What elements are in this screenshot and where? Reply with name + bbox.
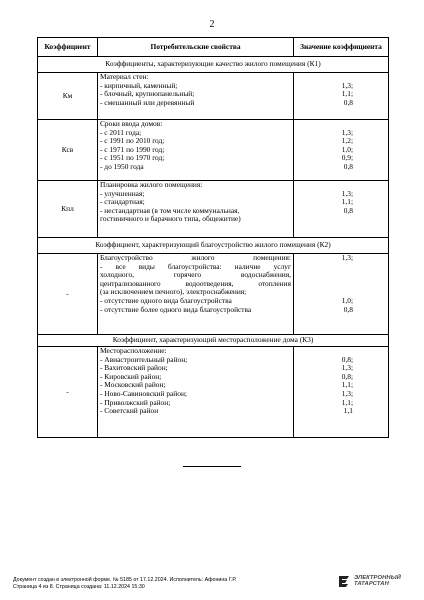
separator-line [183,466,241,467]
property-line: - все виды благоустройства: наличие услуг [100,261,291,271]
property-line: централизованного водоотведения, отопления [100,278,291,288]
value-cell [294,347,389,438]
document-footer [13,577,236,591]
property-cell [98,181,294,238]
property-line: - нестандартная (в том числе коммунальная, [100,205,240,215]
property-line: - Авиастроительный район; [100,354,188,364]
logo-text-line: ТАТАРСТАН [354,581,389,587]
value-cell [294,254,389,335]
value: 1,3; [341,188,353,198]
footer-line: Страница 4 из 8. Страница создана: 11.12.2024 15:30 [13,584,145,590]
table-row [38,347,389,438]
value-cell [294,181,389,238]
property-line: - Ново-Савиновский район; [100,388,187,398]
value: 1,3; [341,363,353,373]
page-number: 2 [209,19,215,30]
footer-line: Документ создан в электронной форме. № 5185 от 17.12.2024. Исполнитель: Афонина Г.Р. [13,577,237,583]
coefficients-table [37,37,389,438]
property-line: - Вахитовский район; [100,363,168,373]
value: 1,0; [341,295,353,305]
value: 1,3; [341,388,353,398]
value: 1,3; [341,253,353,262]
property-line: гостиничного и барачного типа, общежитие) [100,214,241,224]
section-1-title: Коэффициенты, характеризующие качество жилого помещения (К1) [38,57,389,73]
value: 1,1; [341,197,353,207]
value: 1,2; [341,136,353,146]
section-2-header [38,238,389,254]
property-line: - стандартная; [100,197,145,207]
property-line: - до 1950 года [100,161,144,171]
property-line: - кирпичный, каменный; [100,80,178,90]
property-cell [98,347,294,438]
value: 0,9; [341,153,353,163]
value: 1,1 [343,406,353,416]
table-row [38,181,389,238]
value: 1,3; [341,127,353,137]
property-line: - с 1971 по 1990 год; [100,144,165,154]
electronic-tatarstan-logo [337,574,401,588]
property-line: Месторасположение: [100,346,167,355]
property-line: - улучшенная; [100,188,145,198]
value: 1,1; [341,89,353,99]
value: 1,1; [341,397,353,407]
property-line: - Кировский район; [100,371,162,381]
property-line: (за исключением печного), электроснабжения; [100,287,247,297]
table-row [38,73,389,120]
logo-text-line: ЭЛЕКТРОННЫЙ [354,575,401,581]
logo-mark-icon [337,574,351,588]
property-cell [98,120,294,181]
table-row [38,120,389,181]
property-line: - блочный, крупнопанельный; [100,89,195,99]
coef-code: Км [38,73,98,120]
value: 1,0; [341,144,353,154]
value: 0,8 [343,161,353,171]
property-line: - с 1951 по 1970 год; [100,153,165,163]
table-header-row [38,38,389,57]
property-line: - отсутствие более одного вида благоустройства [100,304,252,314]
property-line: - с 1991 по 2010 год; [100,136,165,146]
section-3-header [38,335,389,347]
value: 0,8 [343,97,353,107]
property-cell [98,73,294,120]
value: 0,8; [341,354,353,364]
coef-code: - [38,347,98,438]
section-1-header [38,57,389,73]
value-cell [294,120,389,181]
table-row [38,254,389,335]
header-coefficient: Коэффициент [38,38,98,57]
value: 1,3; [341,80,353,90]
coef-code: - [38,254,98,335]
property-line: Благоустройство жилого помещения: [100,253,291,262]
property-line: Планировка жилого помещения: [100,180,203,189]
property-line: - Московский район; [100,380,166,390]
property-line: Материал стен: [100,72,149,81]
header-value: Значение коэффициента [294,38,389,57]
property-line: Сроки ввода домов: [100,119,163,128]
value: 0,8 [343,304,353,314]
property-line: - смешанный или деревянный [100,97,195,107]
value: 0,8; [341,371,353,381]
header-properties: Потребительские свойства [98,38,294,57]
property-cell [98,254,294,335]
coef-code: Ксв [38,120,98,181]
section-2-title: Коэффициент, характеризующий благоустройство жилого помещения (К2) [38,238,389,254]
property-line: - Приволжский район; [100,397,171,407]
value-cell [294,73,389,120]
value: 1,1; [341,380,353,390]
property-line: - Советский район [100,406,159,416]
value: 0,8 [343,205,353,215]
coef-code: Кпл [38,181,98,238]
property-line: - с 2011 года; [100,127,142,137]
property-line: холодного, горячего водоснабжения, [100,270,291,280]
section-3-title: Коэффициент, характеризующий месторасположение дома (К3) [38,335,389,347]
property-line: - отсутствие одного вида благоустройства [100,295,232,305]
